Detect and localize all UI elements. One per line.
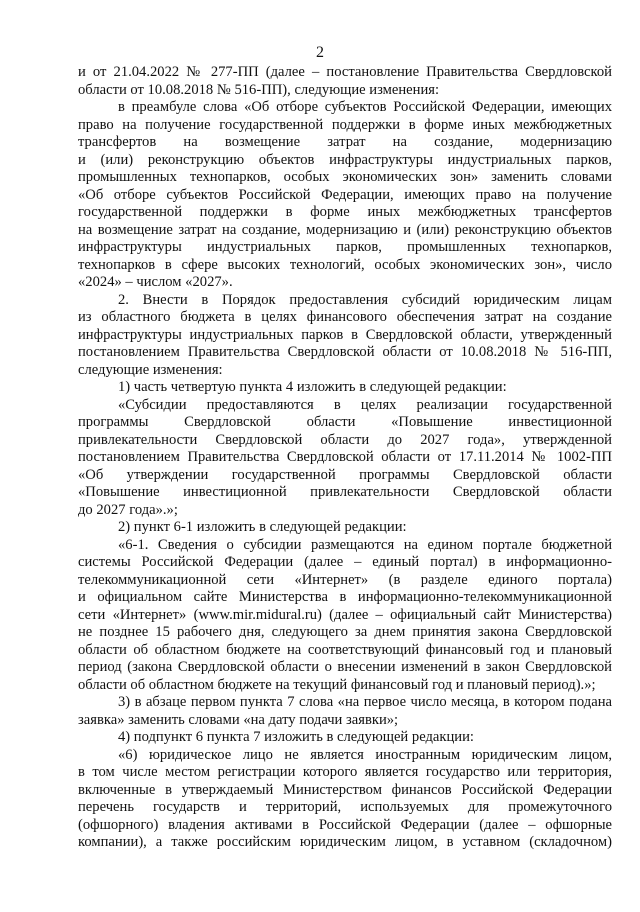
text-line: и (или) реконструкцию объектов инфраструктуры индустриальных парков, (78, 151, 612, 168)
text-line: и от 21.04.2022 № 277-ПП (далее – постановление Правительства Свердловской (78, 64, 612, 80)
text-line: 3) в абзаце первом пункта 7 слова «на первое число месяца, в котором подана (118, 694, 612, 710)
text-line: постановлением Правительства Свердловской области от 10.08.2018 № 516-ПП, (78, 344, 612, 360)
text-line: системы Российской Федерации (далее – единый портал) в информационно- (78, 554, 612, 570)
text-line: 1) часть четвертую пункта 4 изложить в следующей редакции: (118, 379, 507, 395)
text-line: трансфертов на возмещение затрат на создание, модернизацию (78, 134, 612, 150)
text-line: «6-1. Сведения о субсидии размещаются на едином портале бюджетной (118, 536, 612, 553)
text-line: перечень государств и территорий, используемых для промежуточного (78, 799, 612, 815)
text-line: право на получение государственной поддержки в форме иных межбюджетных (78, 116, 612, 133)
text-line: в преамбуле слова «Об отборе субъектов Российской Федерации, имеющих (118, 99, 612, 115)
paragraph-p8 (78, 729, 612, 747)
text-line: на возмещение затрат на создание, модернизацию и (или) реконструкцию объектов (78, 221, 612, 238)
text-line: «Повышение инвестиционной привлекательности Свердловской области (78, 484, 612, 500)
paragraph-p1 (78, 99, 612, 292)
document-body (78, 64, 612, 852)
text-line: заявка» заменить словами «на дату подачи заявки»; (78, 711, 399, 728)
text-line: сети «Интернет» (www.mir.midural.ru) (далее – официальный сайт Министерства) (78, 606, 612, 623)
text-line: «6) юридическое лицо не является иностранным юридическим лицом, (118, 746, 612, 763)
text-line: «Об отборе субъектов Российской Федерации, имеющих право на получение (78, 186, 612, 203)
text-line: «Субсидии предоставляются в целях реализации государственной (118, 396, 612, 413)
paragraph-p4 (78, 397, 612, 520)
text-line: области об областном бюджете на текущий финансовый год и плановый период).»; (78, 676, 596, 693)
text-line: 2. Внести в Порядок предоставления субсидий юридическим лицам (118, 291, 612, 308)
text-line: компании), а также российским юридическим лицом, в уставном (складочном) (78, 834, 612, 850)
text-line: 4) подпункт 6 пункта 7 изложить в следующей редакции: (118, 729, 474, 745)
text-line: «Об утверждении государственной программы Свердловской области (78, 466, 612, 483)
text-line: следующие изменения: (78, 361, 223, 378)
paragraph-p6 (78, 537, 612, 695)
text-line: промышленных технопарков, особых экономических зон» заменить словами (78, 169, 612, 185)
text-line: до 2027 года».»; (78, 501, 178, 518)
text-line: 2) пункт 6-1 изложить в следующей редакции: (118, 519, 407, 535)
text-line: инфраструктуры индустриальных парков, промышленных технопарков, (78, 239, 612, 255)
text-line: технопарков в сфере высоких технологий, особых экономических зон», число (78, 256, 612, 273)
text-line: телекоммуникационной сети «Интернет» (в разделе единого портала) (78, 571, 612, 588)
paragraph-p2 (78, 292, 612, 380)
text-line: программы Свердловской области «Повышение инвестиционной (78, 414, 612, 430)
text-line: инфраструктуры индустриальных парков в Свердловской области, утвержденный (78, 326, 612, 343)
text-line: включенные в утверждаемый Министерством финансов Российской Федерации (78, 781, 612, 798)
paragraph-p3 (78, 379, 612, 397)
text-line: и официальном сайте Министерства в информационно-телекоммуникационной (78, 589, 612, 605)
paragraph-p5 (78, 519, 612, 537)
text-line: государственной поддержки в форме иных межбюджетных трансфертов (78, 204, 612, 220)
text-line: области от 10.08.2018 № 516-ПП), следующие изменения: (78, 81, 440, 98)
paragraph-p9 (78, 747, 612, 852)
page-number: 2 (316, 44, 324, 61)
text-line: привлекательности Свердловской области до 2027 года», утвержденной (78, 431, 612, 448)
text-line: постановлением Правительства Свердловской области от 17.11.2014 № 1002-ПП (78, 449, 612, 465)
text-line: в том числе местом регистрации которого является государство или территория, (78, 764, 612, 780)
text-line: из областного бюджета в целях финансового обеспечения затрат на создание (78, 309, 612, 325)
paragraph-p0 (78, 64, 612, 99)
text-line: «2024» – числом «2027». (78, 274, 233, 290)
text-line: (офшорного) владения активами в Российской Федерации (далее – офшорные (78, 816, 612, 833)
text-line: области об областном бюджете на соответствующий финансовый год и плановый (78, 641, 612, 658)
paragraph-p7 (78, 694, 612, 729)
text-line: не позднее 15 рабочего дня, следующего за днем принятия закона Свердловской (78, 624, 612, 640)
text-line: период (закона Свердловской области о внесении изменений в закон Свердловской (78, 659, 612, 675)
